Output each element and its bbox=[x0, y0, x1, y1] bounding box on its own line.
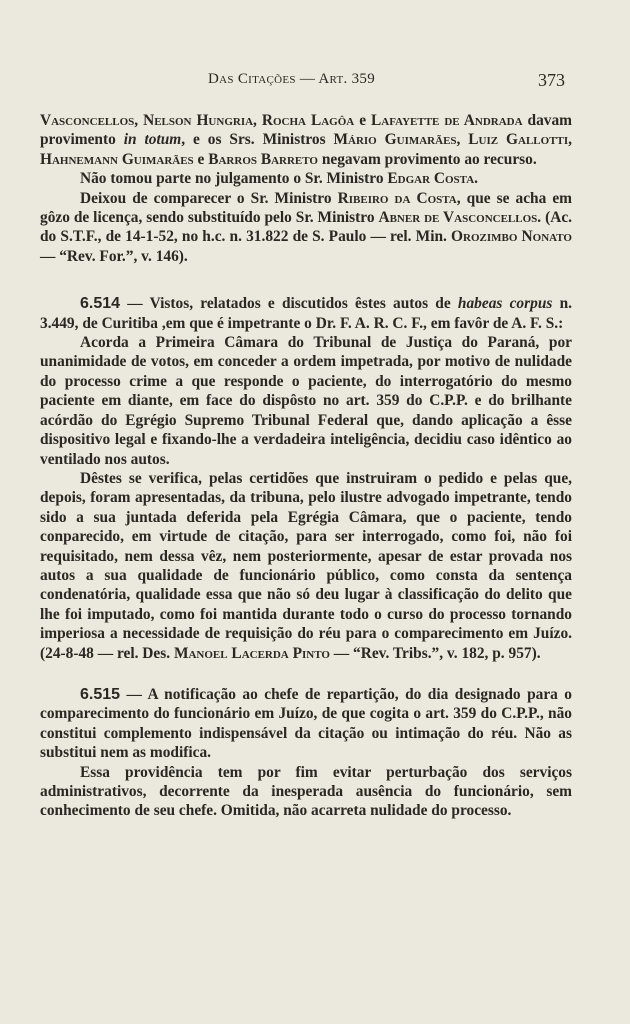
text-span: , que se acha em gôzo de licença, sendo substituído pelo Sr. Ministro bbox=[40, 189, 573, 227]
text-span: — “Rev. For.”, v. 146). bbox=[40, 247, 188, 265]
name: Manoel Lacerda Pinto bbox=[173, 644, 330, 662]
text-span: Deixou de comparecer o Sr. Ministro bbox=[80, 189, 338, 207]
text-span: . bbox=[474, 170, 479, 188]
text-span: davam provimento bbox=[40, 112, 572, 149]
text-span: , e os Srs. Ministros bbox=[181, 131, 334, 149]
names-group: Vasconcellos, Nelson Hungria, Rocha Lagôa bbox=[40, 112, 355, 129]
text-span: e bbox=[193, 150, 209, 168]
paragraph-ministers-votes bbox=[40, 111, 572, 169]
text-span: — “Rev. Tribs.”, v. 182, p. 957). bbox=[329, 644, 541, 662]
text-span: Acorda a Primeira Câmara do Tribunal de Justiça do Paraná, por unanimidade de votos, em conceder a ordem impetrada, por motivo de nulidade do processo crime a que responde o paciente, do interrogatório do mesmo paciente em diante, em face do dispôsto no art. 359 do C.P.P. e do brilhante acórdão do Egrégio Supremo Tribunal Federal que, dando aplicação a êsse dispositivo legal e fixando-lhe a verdadeira inteligência, decidiu caso idêntico ao ventilado nos autos. bbox=[40, 334, 572, 468]
section-spacer bbox=[40, 663, 572, 685]
page-body bbox=[40, 111, 572, 821]
section-number: 6.514 bbox=[80, 295, 121, 313]
text-span: n. 3.449, de Curitiba ,em que é impetrante o Dr. F. A. R. C. F., em favôr de A. F. S.: bbox=[40, 295, 572, 332]
section-number: 6.515 bbox=[80, 685, 121, 703]
paragraph-absent-minister bbox=[40, 189, 572, 267]
section-spacer bbox=[40, 266, 572, 294]
name: Ribeiro da Costa bbox=[337, 189, 457, 207]
text-span: — A notificação ao chefe de repartição, do dia designado para o comparecimento do funcionário em Juízo, de que cogita o art. 359 do C.P.P., não constitui complemento indispensável da citação ou intimação do réu. Não as substitui nem as modifica. bbox=[40, 685, 572, 762]
names-group: Lafayette de Andrada bbox=[371, 112, 523, 129]
text-span: Essa providência tem por fim evitar perturbação dos serviços administrativos, decorrente da inesperada ausência do funcionário, sem conhecimento de seu chefe. Omitida, não acarreta nulidade do processo. bbox=[40, 763, 572, 820]
paragraph-not-participating bbox=[40, 169, 572, 188]
names-group: Mário Guimarães, Luiz Gallotti, Hahnemann Guimarães bbox=[40, 131, 572, 168]
section-6514 bbox=[40, 294, 572, 333]
name: Orozimbo Nonato bbox=[451, 228, 572, 246]
page-number: 373 bbox=[538, 70, 565, 90]
section-6515 bbox=[40, 685, 572, 763]
paragraph-purpose bbox=[40, 763, 572, 821]
paragraph-ruling bbox=[40, 333, 572, 469]
text-span: Não tomou parte no julgamento o Sr. Ministro bbox=[80, 170, 388, 188]
text-span: e bbox=[354, 112, 372, 129]
text-span: — Vistos, relatados e discutidos êstes autos de bbox=[120, 295, 458, 313]
text-span: Dêstes se verifica, pelas certidões que instruiram o pedido e pelas que, depois, foram apresentadas, da tribuna, pelo ilustre advogado impetrante, tendo sido a sua juntada deferida pela Egrégia Câmara, que o paciente, tendo conparecido, em virtude de citação, para ser interrogado, como foi, não foi requisitado, nem dessa vêz, nem posteriormente, apesar de estar provada nos autos a sua qualidade de funcionário público, como consta da sentença condenatória, qualidade essa que não só deu lugar à classificação do delito que lhe foi imputado, como foi mantida durante todo o curso do processo tornando imperiosa a necessidade de requisição do réu para o comparecimento em Juízo. (24-8-48 — rel. Des. bbox=[40, 469, 572, 662]
latin-phrase: habeas corpus bbox=[457, 295, 553, 313]
running-title: Das Citações — Art. 359 bbox=[208, 71, 376, 87]
names-group: Barros Barreto bbox=[208, 150, 318, 168]
text-span: . (Ac. do S.T.F., de 14-1-52, no h.c. n. 31.822 de S. Paulo — rel. Min. bbox=[40, 209, 572, 246]
latin-phrase: in totum bbox=[123, 131, 182, 149]
paragraph-findings bbox=[40, 469, 572, 663]
page-header bbox=[0, 71, 630, 95]
name: Abner de Vasconcellos bbox=[378, 209, 538, 227]
name: Edgar Costa bbox=[387, 170, 475, 188]
text-span: negavam provimento ao recurso. bbox=[317, 150, 537, 168]
